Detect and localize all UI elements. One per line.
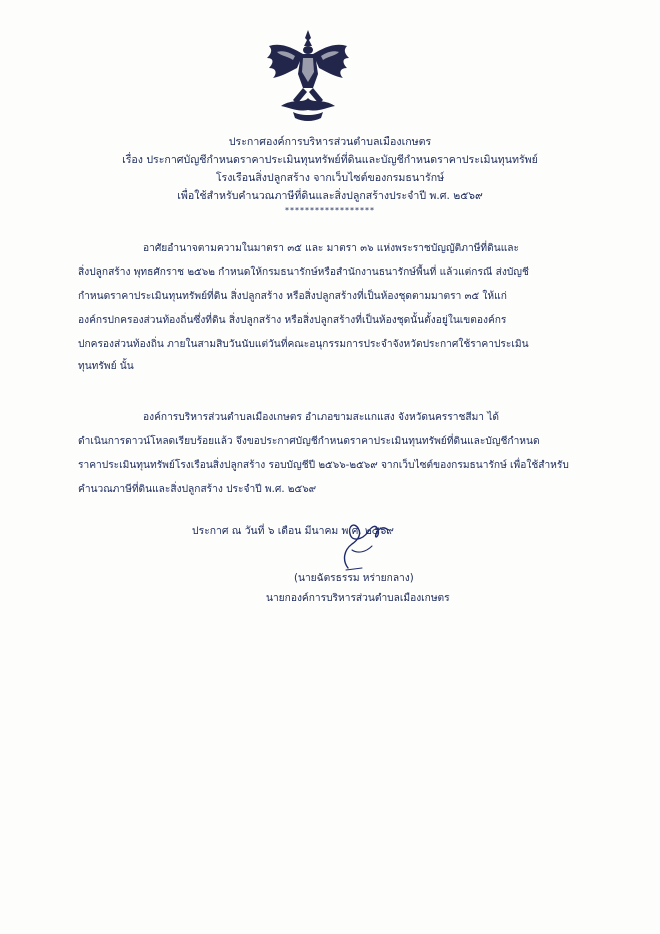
- asterisk-divider: ******************: [285, 206, 375, 215]
- signer-name: (นายฉัตรธรรม หร่ายกลาง): [294, 573, 414, 584]
- paragraph1-line: องค์กรปกครองส่วนท้องถิ่นซึ่งที่ดิน สิ่งปลูกสร้าง หรือสิ่งปลูกสร้างที่เป็นห้องชุดนั้นตั้งอยู่ในเขตองค์กร: [78, 315, 507, 326]
- paragraph1-line: อาศัยอำนาจตามความในมาตรา ๓๕ และ มาตรา ๓๖ แห่งพระราชบัญญัติภาษีที่ดินและ: [143, 243, 519, 254]
- announcement-date: ประกาศ ณ วันที่ ๖ เดือน มีนาคม พ.ศ. ๒๕๖๙: [192, 525, 394, 537]
- paragraph1-line: กำหนดราคาประเมินทุนทรัพย์ที่ดิน สิ่งปลูกสร้าง หรือสิ่งปลูกสร้างที่เป็นห้องชุดตามมาตรา ๓๕ ให้แก่: [78, 291, 507, 302]
- announcement-title: ประกาศองค์การบริหารส่วนตำบลเมืองเกษตร: [228, 136, 432, 148]
- announcement-subject-line3: เพื่อใช้สำหรับคำนวณภาษีที่ดินและสิ่งปลูกสร้างประจำปี พ.ศ. ๒๕๖๙: [177, 190, 483, 202]
- signer-title: นายกองค์การบริหารส่วนตำบลเมืองเกษตร: [266, 593, 450, 604]
- paragraph2-line: ดำเนินการดาวน์โหลดเรียบร้อยแล้ว จึงขอประกาศบัญชีกำหนดราคาประเมินทุนทรัพย์ที่ดินและบัญชีกำหนด: [78, 436, 540, 447]
- paragraph1-line: ปกครองส่วนท้องถิ่น ภายในสามสิบวันนับแต่วันที่คณะอนุกรรมการประจำจังหวัดประกาศใช้ราคาประเมิน: [78, 339, 529, 350]
- paragraph1-line: ทุนทรัพย์ นั้น: [78, 361, 134, 372]
- paragraph2-line: คำนวณภาษีที่ดินและสิ่งปลูกสร้าง ประจำปี พ.ศ. ๒๕๖๙: [78, 484, 317, 495]
- garuda-emblem-icon: [263, 28, 353, 124]
- paragraph2-line: องค์การบริหารส่วนตำบลเมืองเกษตร อำเภอขามสะแกแสง จังหวัดนครราชสีมา ได้: [143, 412, 500, 423]
- announcement-subject: เรื่อง ประกาศบัญชีกำหนดราคาประเมินทุนทรัพย์ที่ดินและบัญชีกำหนดราคาประเมินทุนทรัพย์: [122, 154, 538, 166]
- handwritten-signature: [318, 510, 398, 574]
- announcement-subject-line2: โรงเรือนสิ่งปลูกสร้าง จากเว็บไซต์ของกรมธนารักษ์: [215, 172, 445, 184]
- paragraph2-line: ราคาประเมินทุนทรัพย์โรงเรือนสิ่งปลูกสร้าง รอบบัญชีปี ๒๕๖๖-๒๕๖๙ จากเว็บไซต์ของกรมธนารักษ์ เพื่อใช้สำหรับ: [78, 460, 569, 471]
- paragraph1-line: สิ่งปลูกสร้าง พุทธศักราช ๒๕๖๒ กำหนดให้กรมธนารักษ์หรือสำนักงานธนารักษ์พื้นที่ แล้วแต่กรณี ส่งบัญชี: [78, 267, 529, 278]
